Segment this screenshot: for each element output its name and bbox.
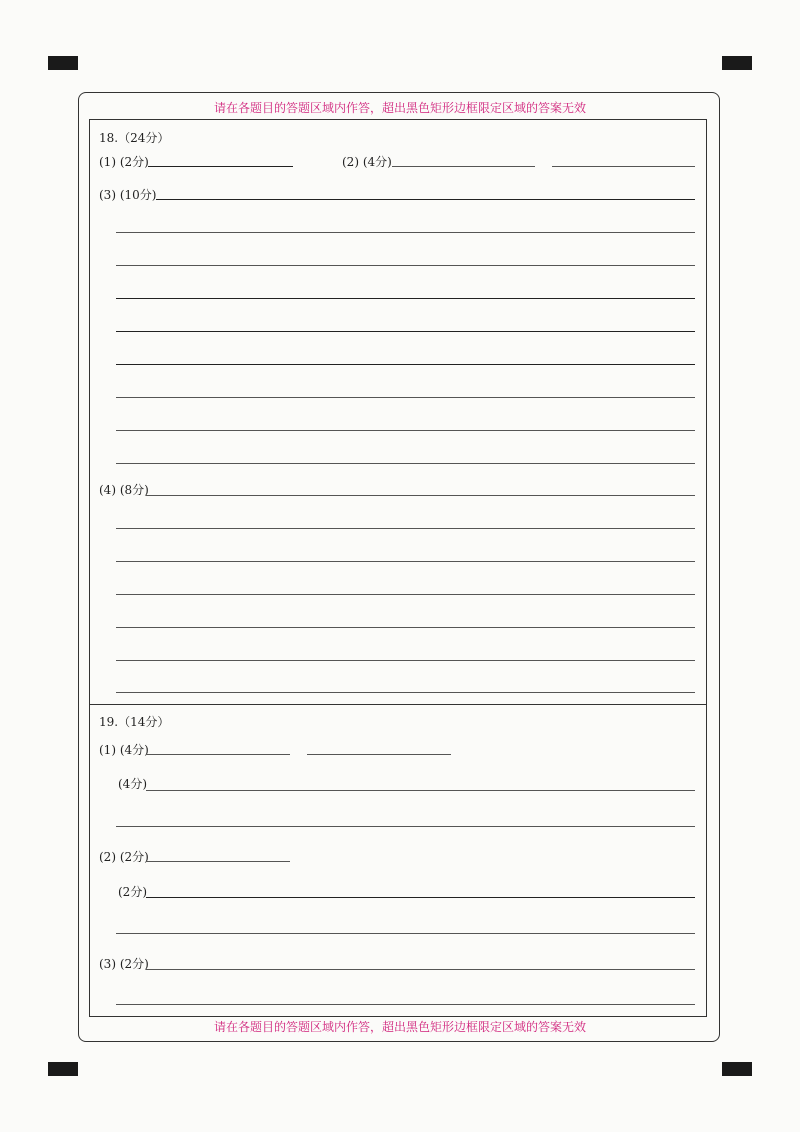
q18-part3-line[interactable] — [116, 298, 695, 299]
q18-part3-line[interactable] — [116, 232, 695, 233]
q19-title: 19.（14分） — [99, 715, 170, 729]
q18-part3-answer-line[interactable] — [156, 199, 695, 200]
q19-part1b-answer-line[interactable] — [146, 790, 695, 791]
q18-part3-line[interactable] — [116, 265, 695, 266]
q18-part4-answer-line[interactable] — [146, 495, 695, 496]
q19-part2b-label: (2分) — [118, 885, 147, 899]
answer-box — [89, 119, 707, 1017]
q19-part1b-label: (4分) — [118, 777, 147, 791]
q19-part1-label: (1) (4分) — [99, 743, 149, 757]
q19-part2b-answer-line[interactable] — [146, 897, 695, 898]
corner-marker-bottom-right — [722, 1062, 752, 1076]
q19-part1-answer-line-1[interactable] — [146, 754, 290, 755]
q18-part3-label: (3) (10分) — [99, 188, 157, 202]
q18-part4-line[interactable] — [116, 692, 695, 693]
q18-title: 18.（24分） — [99, 131, 170, 145]
q18-part1-label: (1) (2分) — [99, 155, 149, 169]
q18-part2-answer-line-2[interactable] — [552, 166, 695, 167]
warning-top: 请在各题目的答题区域内作答，超出黑色矩形边框限定区域的答案无效 — [213, 101, 586, 115]
q18-part3-line[interactable] — [116, 364, 695, 365]
q18-part3-line[interactable] — [116, 331, 695, 332]
q19-part1-answer-line-2[interactable] — [307, 754, 451, 755]
q18-part3-line[interactable] — [116, 463, 695, 464]
q18-part4-line[interactable] — [116, 660, 695, 661]
q18-part4-line[interactable] — [116, 627, 695, 628]
q18-part2-label: (2) (4分) — [342, 155, 392, 169]
q19-part3-label: (3) (2分) — [99, 957, 149, 971]
q18-part1-answer-line[interactable] — [148, 166, 293, 167]
q19-part2-answer-line[interactable] — [146, 861, 290, 862]
q19-part2-label: (2) (2分) — [99, 850, 149, 864]
q18-part4-line[interactable] — [116, 561, 695, 562]
corner-marker-top-left — [48, 56, 78, 70]
corner-marker-top-right — [722, 56, 752, 70]
question-divider — [89, 704, 707, 705]
warning-bottom: 请在各题目的答题区域内作答，超出黑色矩形边框限定区域的答案无效 — [213, 1020, 586, 1034]
q18-part4-label: (4) (8分) — [99, 483, 149, 497]
q18-part2-answer-line-1[interactable] — [392, 166, 535, 167]
q18-part4-line[interactable] — [116, 528, 695, 529]
q18-part3-line[interactable] — [116, 430, 695, 431]
q18-part3-line[interactable] — [116, 397, 695, 398]
q19-part3-line[interactable] — [116, 1004, 695, 1005]
corner-marker-bottom-left — [48, 1062, 78, 1076]
q19-part3-answer-line[interactable] — [146, 969, 695, 970]
q19-part1b-line[interactable] — [116, 826, 695, 827]
q18-part4-line[interactable] — [116, 594, 695, 595]
q19-part2b-line[interactable] — [116, 933, 695, 934]
